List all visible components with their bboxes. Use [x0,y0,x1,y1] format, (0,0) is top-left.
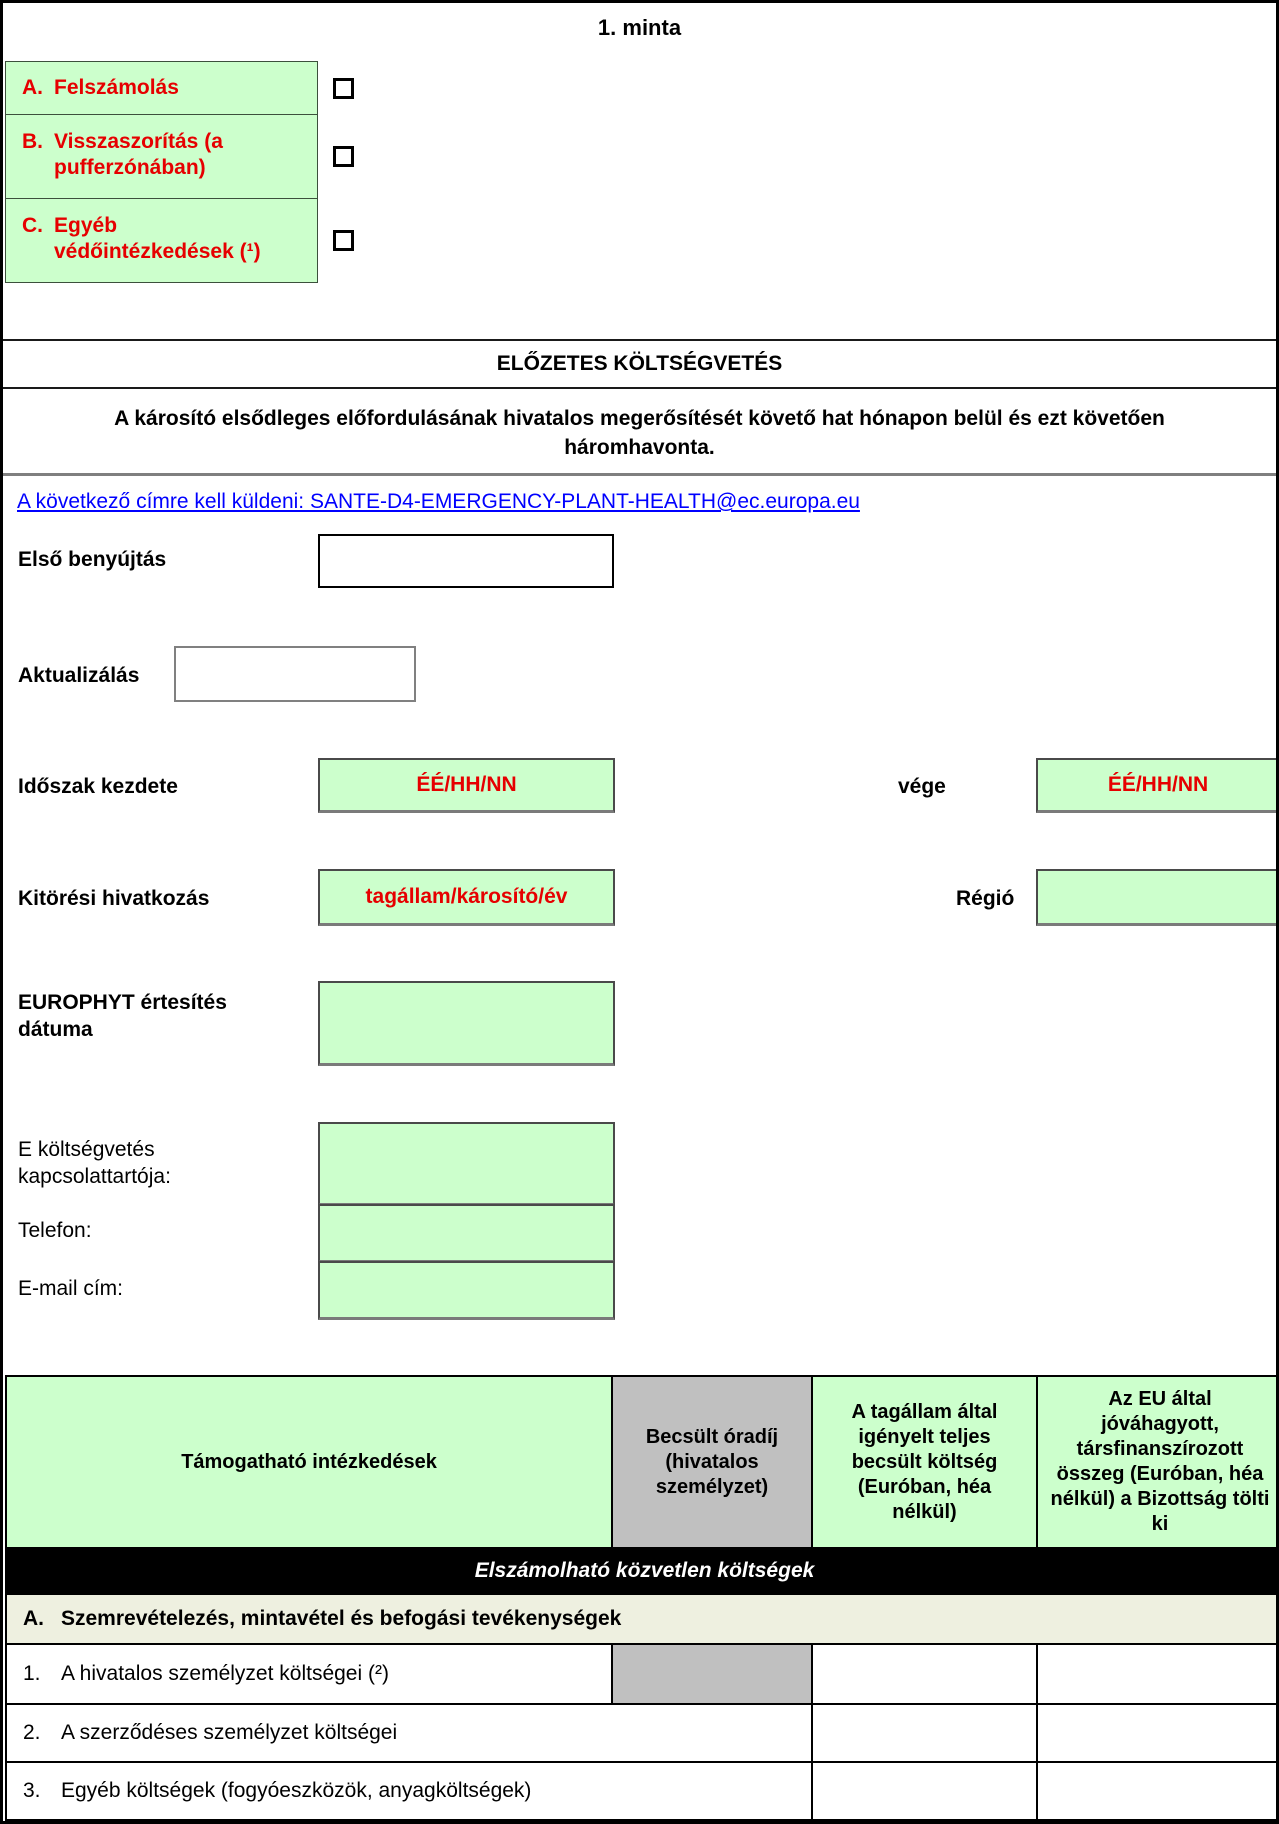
col-header-hourly-rate: Becsült óradíj (hivatalos személyzet) [613,1377,813,1549]
checkbox-visszaszoritas[interactable] [333,146,354,167]
col-header-eligible-measures: Támogatható intézkedések [7,1377,613,1549]
divider [3,339,1279,341]
measure-letter: C. [22,214,43,237]
checkbox-felszamolas[interactable] [333,78,354,99]
measure-label: Egyéb védőintézkedések (¹) [54,214,261,263]
col-header-eu-cofinanced: Az EU által jóváhagyott, társfinanszírozott összeg (Euróban, héa nélkül) a Bizottság tölti ki [1038,1377,1279,1549]
row-label: A szerződéses személyzet költségei [61,1721,398,1744]
measure-row-felszamolas [5,61,318,115]
phone-label: Telefon: [18,1219,92,1242]
member-state-cost-cell-2[interactable] [813,1705,1038,1763]
cost-table [5,1375,1279,1823]
email-input[interactable] [318,1261,615,1320]
divider [3,473,1279,476]
first-submission-box[interactable] [318,534,614,588]
member-state-cost-cell-1[interactable] [813,1645,1038,1705]
cost-row-label-2 [7,1705,813,1763]
email-label: E-mail cím: [18,1277,123,1300]
region-label: Régió [956,887,1015,910]
first-submission-label: Első benyújtás [18,548,167,571]
period-end-label: vége [898,775,946,798]
update-label: Aktualizálás [18,664,140,687]
eu-cofinanced-cell-1[interactable] [1038,1645,1279,1705]
divider [3,387,1279,389]
row-label: Egyéb költségek (fogyóeszközök, anyagköltségek) [61,1779,532,1802]
budget-section-title: ELŐZETES KÖLTSÉGVETÉS [496,352,783,375]
measure-letter: B. [22,130,43,153]
contact-label: E költségvetés kapcsolattartója: [18,1138,171,1188]
eu-cofinanced-cell-3[interactable] [1038,1763,1279,1821]
row-number: 3. [23,1779,41,1802]
period-start-label: Időszak kezdete [18,775,178,798]
measure-label: Visszaszorítás (a pufferzónában) [54,130,223,179]
period-end-input[interactable]: ÉÉ/HH/NN [1036,758,1279,813]
section-a-letter: A. [23,1607,44,1630]
outbreak-ref-label: Kitörési hivatkozás [18,887,210,910]
send-to-email-link[interactable]: A következő címre kell küldeni: SANTE-D4-EMERGENCY-PLANT-HEALTH@ec.europa.eu [17,490,860,513]
contact-input[interactable] [318,1122,615,1206]
member-state-cost-cell-3[interactable] [813,1763,1038,1821]
section-a-label: Szemrevételezés, mintavétel és befogási tevékenységek [61,1607,622,1630]
outbreak-ref-input[interactable]: tagállam/károsító/év [318,869,615,926]
page-title: 1. minta [597,15,682,40]
cost-row-label-1 [7,1645,613,1705]
eu-cofinanced-cell-2[interactable] [1038,1705,1279,1763]
measure-label: Felszámolás [54,76,179,99]
period-start-input[interactable]: ÉÉ/HH/NN [318,758,615,813]
row-number: 1. [23,1662,41,1685]
direct-costs-band: Elszámolható közvetlen költségek [7,1549,1279,1595]
section-a-row [7,1595,1279,1645]
checkbox-egyeb[interactable] [333,230,354,251]
measure-row-visszaszoritas [5,114,318,199]
europhyt-date-label: EUROPHYT értesítés dátuma [18,991,227,1041]
submission-deadline-note: A károsító elsődleges előfordulásának hivatalos megerősítését követő hat hónapon belül és ezt követően háromhavonta. [114,407,1165,459]
region-input[interactable] [1036,869,1279,926]
europhyt-date-input[interactable] [318,981,615,1066]
col-header-member-state-cost: A tagállam által igényelt teljes becsült költség (Euróban, héa nélkül) [813,1377,1038,1549]
row-label: A hivatalos személyzet költségei (²) [61,1662,389,1685]
measure-row-egyeb [5,198,318,283]
update-box[interactable] [174,646,416,702]
hourly-rate-cell-blocked-1 [613,1645,813,1705]
phone-input[interactable] [318,1204,615,1263]
measure-letter: A. [22,76,43,99]
row-number: 2. [23,1721,41,1744]
cost-row-label-3 [7,1763,813,1821]
